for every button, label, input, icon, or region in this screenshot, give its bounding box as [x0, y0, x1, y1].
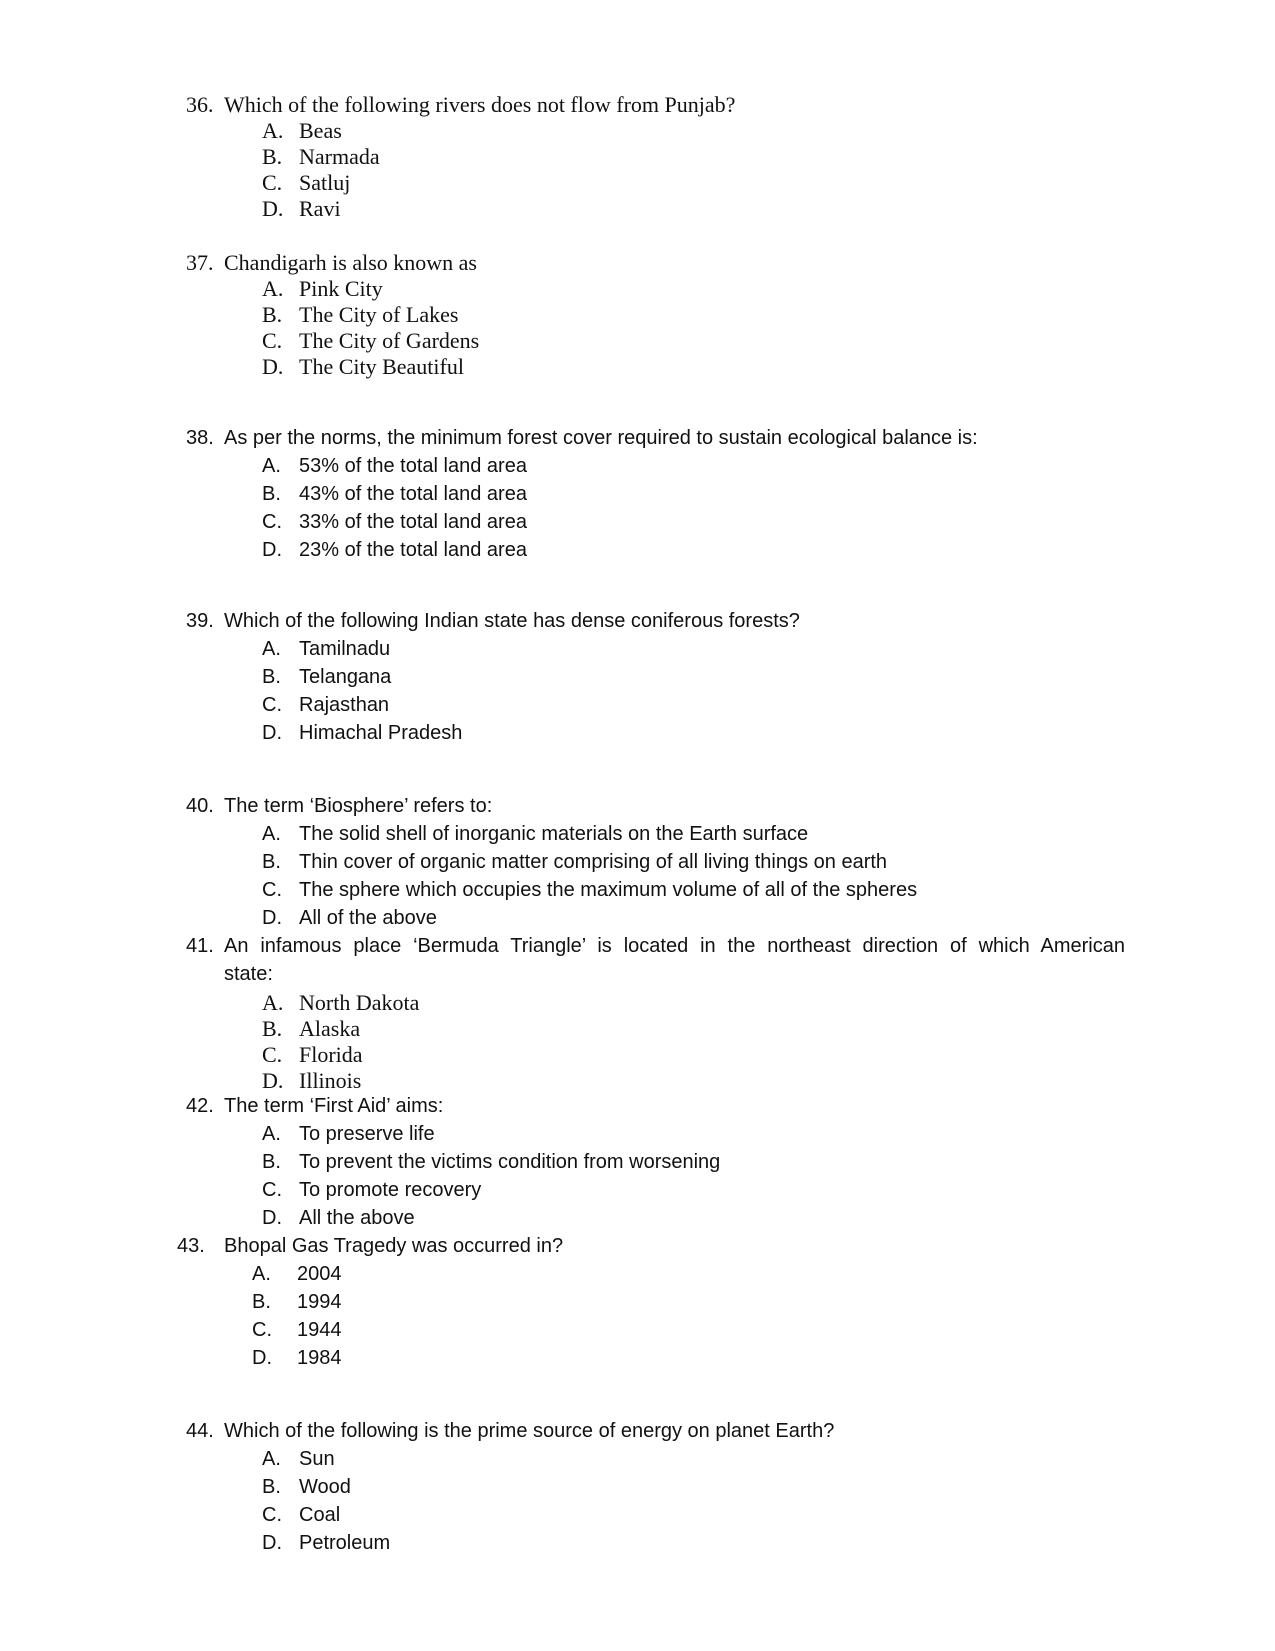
option-letter: C.	[262, 170, 283, 195]
option-text: 1944	[297, 1319, 342, 1341]
option-letter: B.	[262, 1151, 281, 1173]
option-text: Beas	[299, 118, 342, 143]
option-letter: A.	[262, 118, 284, 143]
option-letter: B.	[262, 144, 283, 169]
question-number: 42.	[186, 1095, 214, 1117]
option-letter: D.	[262, 196, 284, 221]
option-text: To prevent the victims condition from worsening	[299, 1151, 721, 1173]
option-text: Wood	[299, 1476, 351, 1498]
option-letter: A.	[262, 990, 284, 1015]
option-letter: B.	[262, 851, 281, 873]
option-text: 23% of the total land area	[299, 539, 527, 561]
question-number: 40.	[186, 795, 214, 817]
question-number: 38.	[186, 427, 214, 449]
option-text: 1984	[297, 1347, 342, 1369]
option-text: Illinois	[299, 1068, 362, 1093]
question-text: Which of the following Indian state has dense coniferous forests?	[224, 610, 800, 632]
option-text: 43% of the total land area	[299, 483, 527, 505]
option-text: 53% of the total land area	[299, 455, 527, 477]
option-letter: D.	[262, 1532, 282, 1554]
option-text: Rajasthan	[299, 694, 390, 716]
option-letter: A.	[262, 638, 281, 660]
option-letter: A.	[262, 276, 284, 301]
question-number: 36.	[186, 92, 214, 117]
option-text: Telangana	[299, 666, 392, 688]
option-text: Alaska	[299, 1016, 361, 1041]
option-letter: A.	[252, 1263, 271, 1285]
option-letter: D.	[262, 722, 282, 744]
option-letter: B.	[262, 1476, 281, 1498]
option-text: The City of Lakes	[299, 302, 459, 327]
question-text: Which of the following is the prime source of energy on planet Earth?	[224, 1420, 835, 1442]
option-text: 33% of the total land area	[299, 511, 527, 533]
option-text: North Dakota	[299, 990, 420, 1015]
option-letter: D.	[252, 1347, 272, 1369]
option-letter: A.	[262, 455, 281, 477]
option-text: All the above	[299, 1207, 415, 1229]
option-letter: B.	[252, 1291, 271, 1313]
question-text: Chandigarh is also known as	[224, 250, 477, 275]
option-letter: C.	[262, 1504, 282, 1526]
option-text: Thin cover of organic matter comprising of all living things on earth	[299, 851, 888, 873]
question-text: As per the norms, the minimum forest cover required to sustain ecological balance is:	[224, 427, 978, 449]
option-text: 1994	[297, 1291, 342, 1313]
option-text: Sun	[299, 1448, 335, 1470]
option-text: Satluj	[299, 170, 351, 195]
option-text: Coal	[299, 1504, 341, 1526]
option-letter: C.	[262, 694, 282, 716]
option-letter: C.	[262, 1179, 282, 1201]
option-letter: A.	[262, 1448, 281, 1470]
option-letter: C.	[262, 328, 283, 353]
option-letter: A.	[262, 823, 281, 845]
option-text: The City Beautiful	[299, 354, 464, 379]
option-letter: B.	[262, 666, 281, 688]
option-letter: D.	[262, 907, 282, 929]
question-text-line-2: state:	[224, 963, 273, 985]
question-number: 43.	[177, 1235, 205, 1257]
question-text: Which of the following rivers does not flow from Punjab?	[224, 92, 736, 117]
option-letter: B.	[262, 483, 281, 505]
option-text: Florida	[299, 1042, 363, 1067]
option-text: Ravi	[299, 196, 341, 221]
option-letter: C.	[262, 879, 282, 901]
option-text: Pink City	[299, 276, 383, 301]
option-letter: B.	[262, 1016, 283, 1041]
option-letter: D.	[262, 1068, 284, 1093]
option-letter: D.	[262, 354, 284, 379]
option-text: All of the above	[299, 907, 437, 929]
option-letter: C.	[262, 511, 282, 533]
option-text: 2004	[297, 1263, 342, 1285]
option-text: The sphere which occupies the maximum volume of all of the spheres	[299, 879, 918, 901]
question-text: The term ‘First Aid’ aims:	[224, 1095, 444, 1117]
option-text: Narmada	[299, 144, 380, 169]
question-number: 44.	[186, 1420, 214, 1442]
question-number: 41.	[186, 935, 214, 957]
question-text: The term ‘Biosphere’ refers to:	[224, 795, 493, 817]
question-number: 39.	[186, 610, 214, 632]
option-letter: D.	[262, 539, 282, 561]
question-number: 37.	[186, 250, 214, 275]
option-letter: D.	[262, 1207, 282, 1229]
option-letter: C.	[252, 1319, 272, 1341]
option-text: Tamilnadu	[299, 638, 391, 660]
option-text: To promote recovery	[299, 1179, 482, 1201]
question-text: Bhopal Gas Tragedy was occurred in?	[224, 1235, 564, 1257]
option-text: Petroleum	[299, 1532, 391, 1554]
option-text: Himachal Pradesh	[299, 722, 463, 744]
option-letter: C.	[262, 1042, 283, 1067]
option-text: The solid shell of inorganic materials on the Earth surface	[299, 823, 809, 845]
option-text: To preserve life	[299, 1123, 435, 1145]
question-text-line-1: An infamous place ‘Bermuda Triangle’ is located in the northeast direction of which American	[224, 935, 1125, 957]
option-text: The City of Gardens	[299, 328, 480, 353]
option-letter: B.	[262, 302, 283, 327]
option-letter: A.	[262, 1123, 281, 1145]
